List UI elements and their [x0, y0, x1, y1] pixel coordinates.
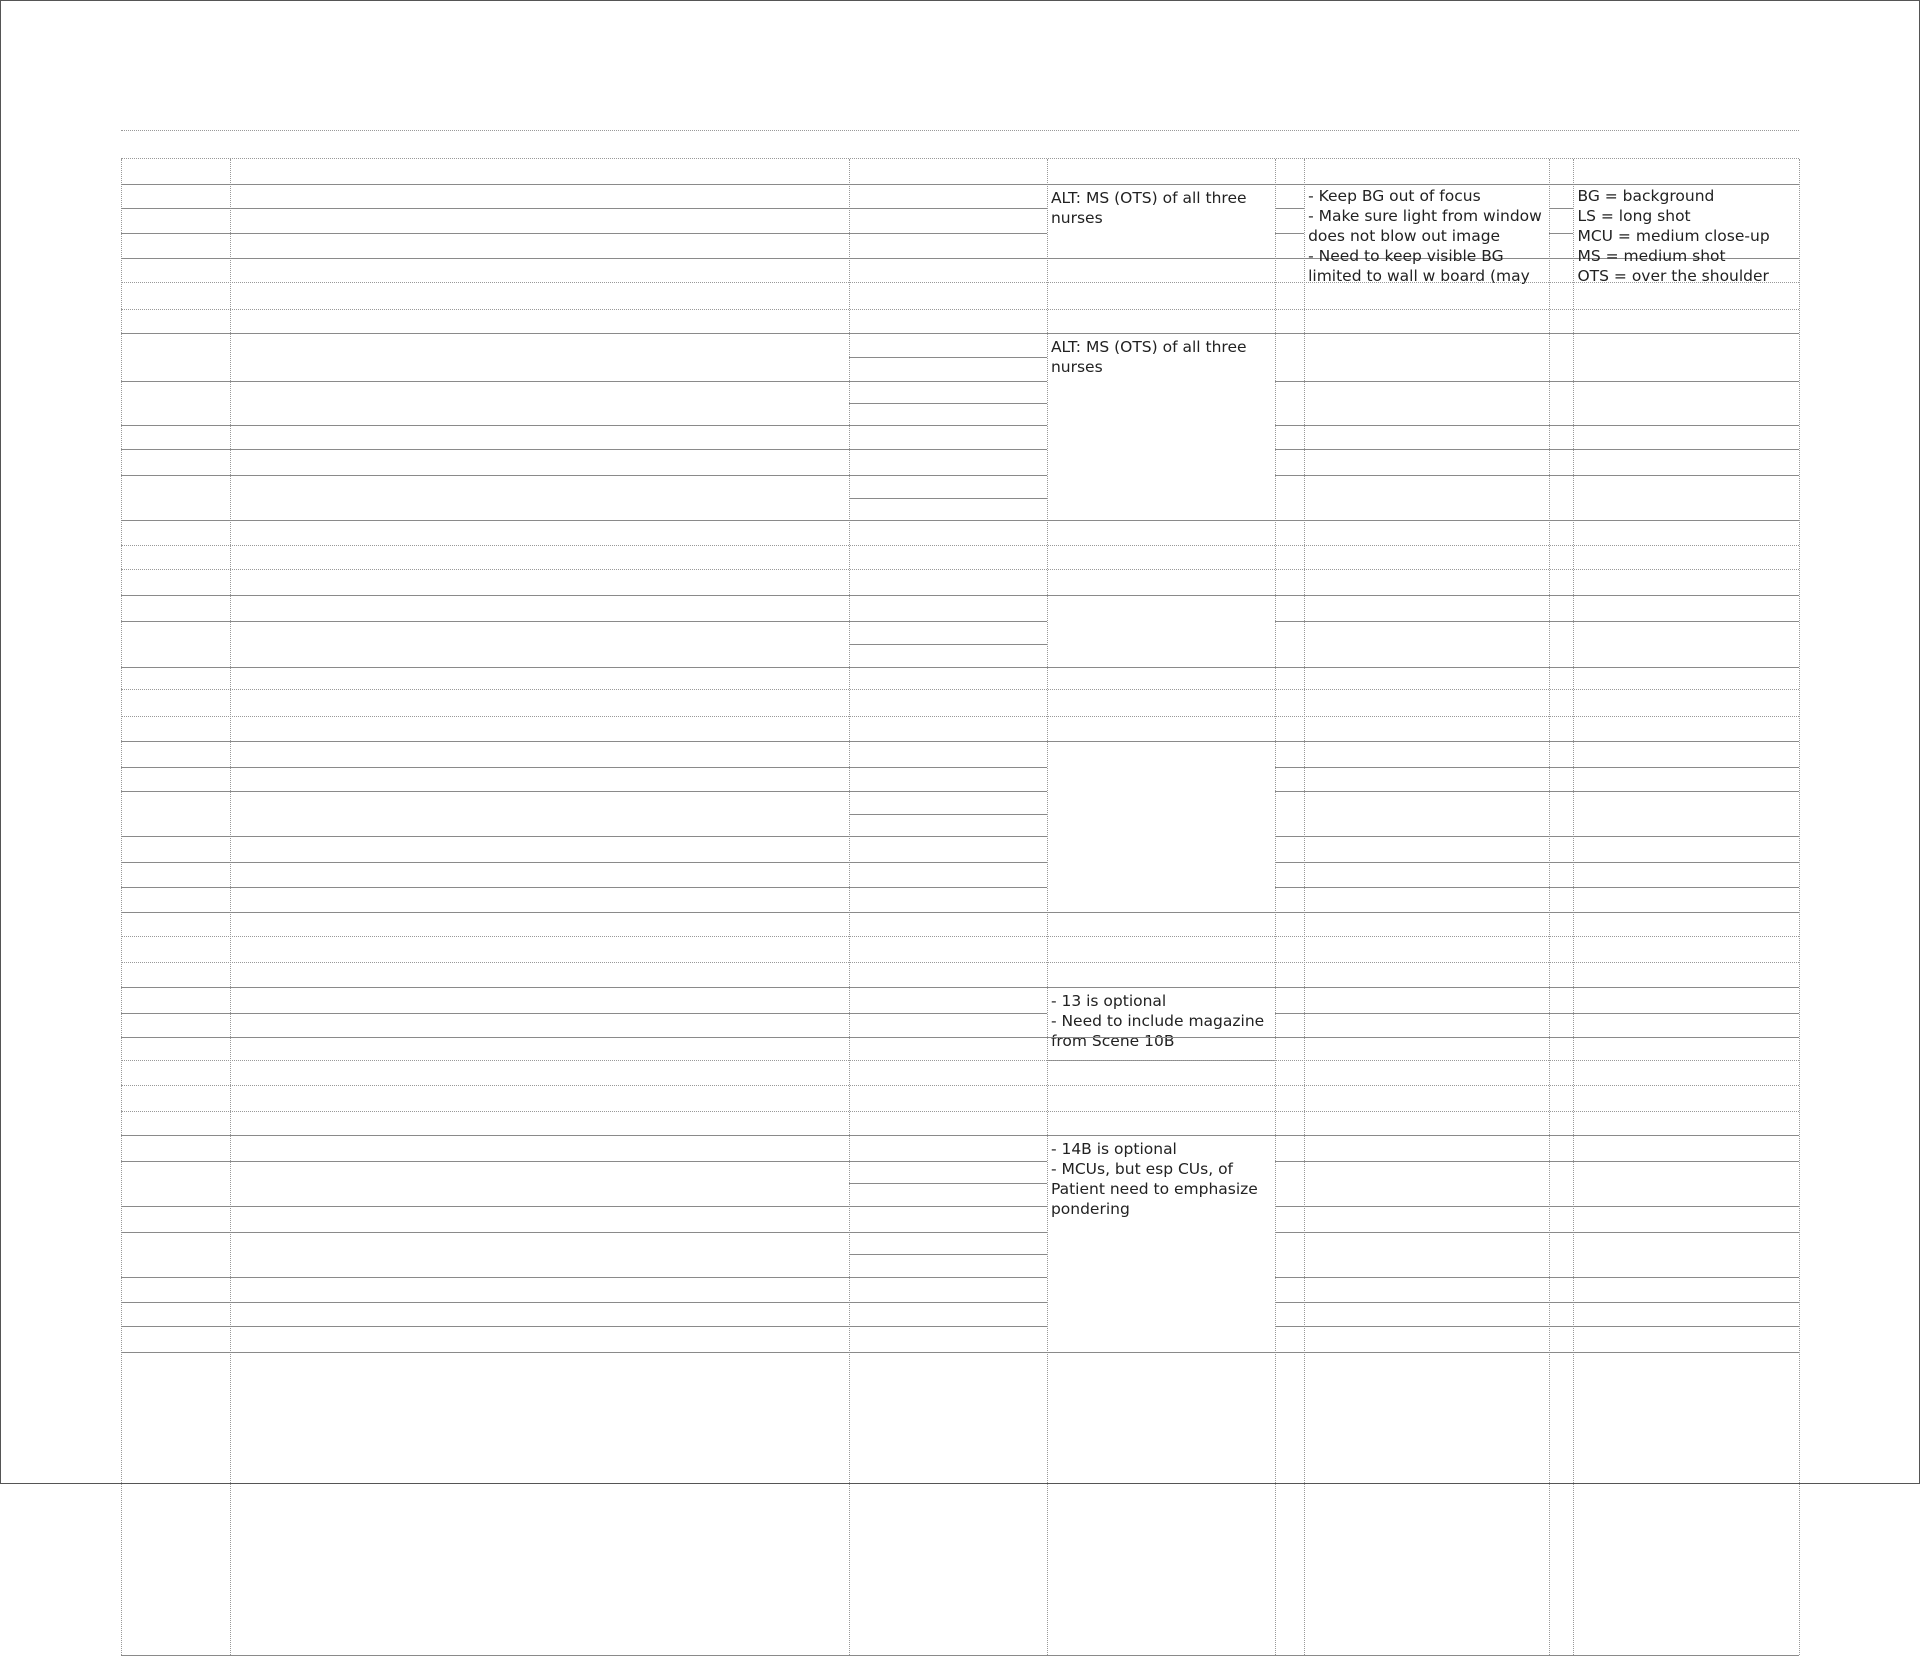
blank-row-divider — [121, 1060, 1799, 1061]
glossary-divider — [1573, 425, 1798, 426]
glossary-divider — [1573, 862, 1798, 863]
shot-number — [121, 184, 230, 208]
general-notes-divider — [1304, 381, 1549, 382]
notes-header — [1047, 158, 1275, 184]
glossary-entry: LS = long shot — [1577, 206, 1691, 225]
scene-title — [121, 689, 1274, 716]
general-notes-divider — [1304, 475, 1549, 476]
shot-description — [230, 887, 848, 913]
glossary-divider — [1573, 449, 1798, 450]
notes-header — [1047, 716, 1275, 740]
spacer-divider — [1549, 887, 1573, 888]
spacer-divider — [1275, 1277, 1304, 1278]
shot-description — [230, 1232, 848, 1277]
glossary-divider — [1573, 1161, 1798, 1162]
notes-header — [1047, 1111, 1275, 1135]
spacer-divider — [1549, 621, 1573, 622]
running-time-divider — [849, 1183, 1047, 1184]
column-divider — [1275, 159, 1276, 1655]
shot-number — [121, 1135, 230, 1161]
scene-note: ALT: MS (OTS) of all three nurses — [1050, 338, 1247, 377]
spacer-divider — [1275, 767, 1304, 768]
glossary-divider — [1573, 1277, 1798, 1278]
shot-description — [230, 381, 848, 425]
spacer-divider — [1549, 449, 1573, 450]
shot-number — [121, 1302, 230, 1326]
shot-number — [121, 381, 230, 425]
shot-description — [230, 475, 848, 520]
shot-description — [230, 1302, 848, 1326]
scene-title — [121, 936, 1274, 963]
running-time-header — [849, 1111, 1047, 1135]
scene-note: - MCUs, but esp CUs, of Patient need to emphasize pondering — [1050, 1160, 1258, 1219]
spacer-divider — [1549, 1206, 1573, 1207]
shot-header — [121, 1111, 230, 1135]
shot-number — [121, 887, 230, 913]
shot-number — [121, 233, 230, 259]
general-notes-divider — [1304, 1013, 1549, 1014]
general-notes-divider — [1304, 1232, 1549, 1233]
spacer-divider — [1549, 791, 1573, 792]
shot-number — [121, 987, 230, 1013]
running-time-divider — [849, 357, 1047, 358]
general-note: - Keep BG out of focus — [1308, 186, 1481, 205]
running-time-header — [849, 158, 1047, 184]
shot-description — [230, 791, 848, 836]
shot-number — [121, 475, 230, 520]
spacer-divider — [1275, 381, 1304, 382]
shot-description — [230, 767, 848, 791]
shot-description — [230, 1135, 848, 1161]
glossary-divider — [1573, 621, 1798, 622]
glossary-list — [1573, 186, 1798, 306]
scene-title — [121, 1085, 1274, 1111]
spacer-divider — [1275, 1161, 1304, 1162]
glossary-divider — [1573, 1013, 1798, 1014]
shot-number — [121, 425, 230, 449]
shot-header — [121, 716, 230, 740]
shot-header — [121, 158, 230, 184]
spacer-divider — [1549, 767, 1573, 768]
scene-notes — [1047, 335, 1275, 520]
glossary-divider — [1573, 1352, 1798, 1353]
scene-notes — [1047, 186, 1275, 259]
spacer-divider — [1275, 791, 1304, 792]
spacer-divider — [1549, 1013, 1573, 1014]
general-note: - Make sure light from window does not blow out image — [1308, 206, 1542, 245]
spacer-divider — [1275, 862, 1304, 863]
description-header — [230, 716, 848, 740]
shot-description — [230, 836, 848, 862]
general-notes-divider — [1304, 621, 1549, 622]
scene-notes — [1047, 989, 1275, 1060]
glossary-entry: BG = background — [1577, 186, 1715, 205]
shot-number — [121, 1013, 230, 1037]
shot-description — [230, 595, 848, 621]
scene-note: - 13 is optional — [1050, 991, 1167, 1010]
shot-description — [230, 741, 848, 767]
shot-description — [230, 1161, 848, 1206]
running-time-divider — [849, 1254, 1047, 1255]
shot-number — [121, 862, 230, 886]
scene-note: - 14B is optional — [1050, 1140, 1177, 1159]
shot-description — [230, 184, 848, 208]
spacer-divider — [1549, 1326, 1573, 1327]
running-time-divider — [849, 814, 1047, 815]
shot-description — [230, 208, 848, 232]
spacer-divider — [1549, 1352, 1573, 1353]
spacer-divider — [1275, 425, 1304, 426]
column-divider — [849, 159, 850, 1655]
glossary-divider — [1573, 791, 1798, 792]
general-notes-divider — [1304, 1352, 1549, 1353]
shot-number — [121, 595, 230, 621]
scene-title — [121, 282, 1274, 309]
shot-description — [230, 1013, 848, 1037]
spacer-divider — [1275, 208, 1304, 209]
spacer-divider — [1275, 233, 1304, 234]
spacer-divider — [1275, 1352, 1304, 1353]
running-time-divider — [849, 498, 1047, 499]
shot-description — [230, 1326, 848, 1352]
spacer-divider — [1275, 1013, 1304, 1014]
shot-description — [230, 1277, 848, 1301]
spacer-divider — [1549, 233, 1573, 234]
glossary-entry: MCU = medium close-up — [1577, 226, 1770, 245]
scene-note: ALT: MS (OTS) of all three nurses — [1050, 188, 1247, 227]
shot-description — [230, 987, 848, 1013]
glossary-divider — [1573, 887, 1798, 888]
description-header — [230, 569, 848, 595]
spacer-divider — [1275, 1206, 1304, 1207]
glossary-header — [1573, 158, 1798, 184]
shot-description — [230, 333, 848, 381]
glossary-entry: OTS = over the shoulder — [1577, 266, 1769, 285]
spacer-divider — [1275, 836, 1304, 837]
shot-number — [121, 741, 230, 767]
general-notes-divider — [1304, 862, 1549, 863]
spacer-divider — [1275, 449, 1304, 450]
shot-description — [230, 449, 848, 475]
running-time-divider — [849, 403, 1047, 404]
spacer-divider — [1549, 475, 1573, 476]
shot-description — [230, 1206, 848, 1232]
blank-row-top — [121, 1037, 1799, 1038]
spacer-divider — [1549, 1232, 1573, 1233]
spacer-divider — [1275, 621, 1304, 622]
spacer-divider — [1549, 862, 1573, 863]
shot-description — [230, 233, 848, 259]
spacer-divider — [1549, 1277, 1573, 1278]
shot-number — [121, 208, 230, 232]
blank-row-top — [121, 912, 1799, 913]
scene-note: - Need to include magazine from Scene 10B — [1050, 1011, 1265, 1050]
general-notes-divider — [1304, 836, 1549, 837]
spacer-divider — [1275, 475, 1304, 476]
shot-description — [230, 862, 848, 886]
general-notes-divider — [1304, 887, 1549, 888]
scene-notes — [1047, 1137, 1275, 1352]
shot-number — [121, 1161, 230, 1206]
notes-bottom-border — [1047, 1352, 1275, 1353]
shot-number — [121, 791, 230, 836]
notes-header — [1047, 962, 1275, 986]
general-notes-divider — [1304, 791, 1549, 792]
spacer-divider — [1549, 381, 1573, 382]
general-notes-divider — [1304, 449, 1549, 450]
glossary-divider — [1573, 475, 1798, 476]
shot-number — [121, 1326, 230, 1352]
scene-title — [121, 130, 1274, 158]
spacer-divider — [1549, 836, 1573, 837]
spacer-divider — [1549, 425, 1573, 426]
general-notes-divider — [1304, 1277, 1549, 1278]
general-notes-divider — [1304, 1161, 1549, 1162]
column-divider — [1549, 159, 1550, 1655]
shot-number — [121, 449, 230, 475]
spacer-divider — [1275, 887, 1304, 888]
shot-description — [230, 621, 848, 668]
shot-number — [121, 1232, 230, 1277]
general-notes-divider — [1304, 425, 1549, 426]
scene-title — [121, 545, 1274, 569]
running-time-header — [849, 569, 1047, 595]
glossary-entry: MS = medium shot — [1577, 246, 1726, 265]
description-header — [230, 309, 848, 333]
shot-number — [121, 621, 230, 668]
general-notes-divider — [1304, 767, 1549, 768]
spacer-divider — [1549, 208, 1573, 209]
column-divider — [1573, 159, 1574, 1655]
glossary-divider — [1573, 1206, 1798, 1207]
spacer-divider — [1275, 1302, 1304, 1303]
spacer-divider — [1275, 1326, 1304, 1327]
running-time-header — [849, 716, 1047, 740]
column-divider — [1799, 159, 1800, 1655]
description-header — [230, 1111, 848, 1135]
spacer-divider — [1549, 1302, 1573, 1303]
glossary-divider — [1573, 1302, 1798, 1303]
shot-number — [121, 1277, 230, 1301]
shot-header — [121, 962, 230, 986]
running-time-header — [849, 309, 1047, 333]
shot-description — [230, 425, 848, 449]
glossary-divider — [1573, 767, 1798, 768]
shot-header — [121, 569, 230, 595]
general-note: - Need to keep visible BG limited to wall w board (may — [1308, 246, 1530, 285]
glossary-divider — [1573, 836, 1798, 837]
running-time-divider — [849, 644, 1047, 645]
notes-header — [1047, 569, 1275, 595]
shot-number — [121, 767, 230, 791]
blank-row-top — [121, 520, 1799, 521]
column-divider — [1304, 159, 1305, 1655]
notes-header — [1047, 309, 1275, 333]
running-time-header — [849, 962, 1047, 986]
shot-row-divider — [121, 1352, 1047, 1353]
general-notes — [1304, 186, 1549, 306]
general-notes-divider — [1304, 1206, 1549, 1207]
description-header — [230, 962, 848, 986]
glossary-divider — [1573, 381, 1798, 382]
description-header — [230, 158, 848, 184]
shot-number — [121, 836, 230, 862]
general-notes-divider — [1304, 1302, 1549, 1303]
general-notes-header — [1304, 158, 1549, 184]
glossary-divider — [1573, 1232, 1798, 1233]
shot-header — [121, 309, 230, 333]
shot-number — [121, 333, 230, 381]
glossary-divider — [1573, 1326, 1798, 1327]
general-notes-divider — [1304, 1326, 1549, 1327]
spacer-divider — [1275, 1232, 1304, 1233]
spacer-divider — [1549, 1161, 1573, 1162]
blank-row-top — [121, 667, 1799, 668]
shot-number — [121, 1206, 230, 1232]
